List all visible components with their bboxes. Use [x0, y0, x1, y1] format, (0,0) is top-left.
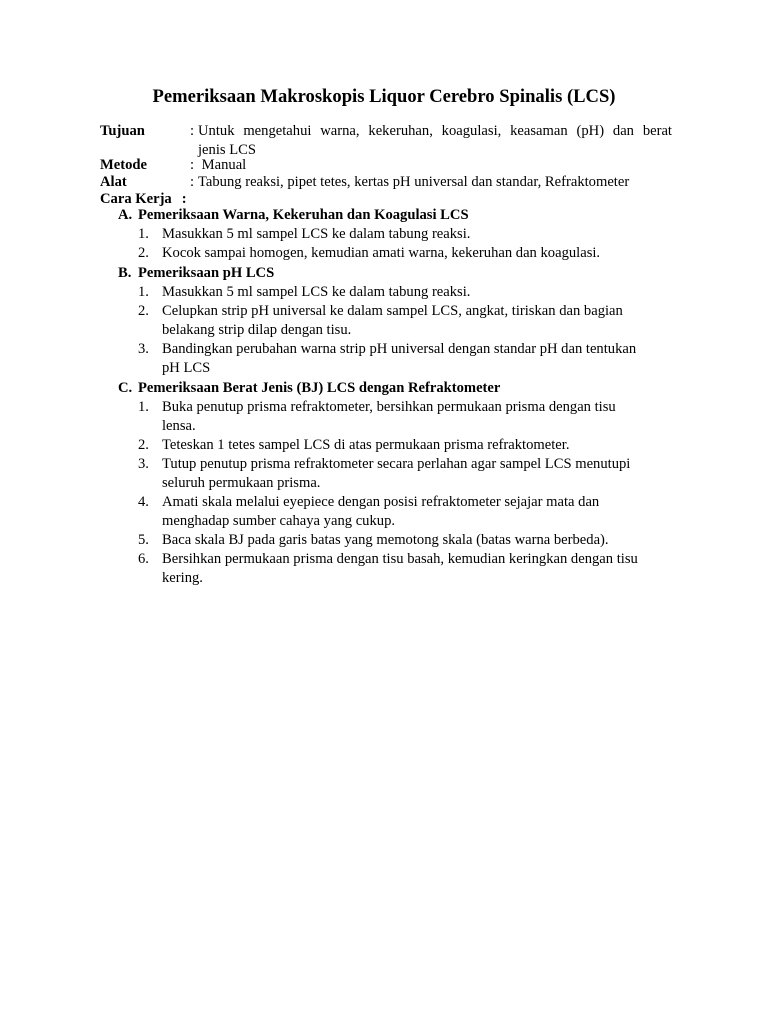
meta-metode: Metode : Manual	[100, 157, 247, 173]
section-heading: Pemeriksaan Berat Jenis (BJ) LCS dengan Refraktometer	[138, 380, 501, 396]
section-letter: B.	[118, 265, 132, 281]
tujuan-value-line1: Untuk mengetahui warna, kekeruhan, koagulasi, keasaman (pH) dan berat	[198, 123, 672, 139]
list-item: 1. Buka penutup prisma refraktometer, bersihkan permukaan prisma dengan tisu lensa.	[138, 399, 616, 434]
tujuan-label: Tujuan	[100, 123, 145, 139]
page-title: Pemeriksaan Makroskopis Liquor Cerebro Spinalis (LCS)	[152, 86, 616, 107]
section-b	[118, 264, 678, 378]
list-item: 2. Teteskan 1 tetes sampel LCS di atas permukaan prisma refraktometer.	[138, 437, 570, 453]
list-item: 2. Kocok sampai homogen, kemudian amati warna, kekeruhan dan koagulasi.	[138, 245, 601, 261]
alat-label: Alat	[100, 174, 127, 190]
list-item: 4. Amati skala melalui eyepiece dengan posisi refraktometer sejajar mata dan menghadap sumber cahaya yang cukup.	[138, 494, 600, 529]
meta-tujuan: Tujuan : Untuk mengetahui warna, kekeruhan, koagulasi, keasaman (pH) dan berat jenis LCS	[100, 123, 672, 158]
list-item: 2. Celupkan strip pH universal ke dalam sampel LCS, angkat, tiriskan dan bagian belakang strip dilap dengan tisu.	[138, 303, 623, 338]
cara-kerja-colon: :	[181, 191, 187, 207]
meta-alat: Alat : Tabung reaksi, pipet tetes, kertas pH universal dan standar, Refraktometer	[100, 174, 630, 190]
section-letter: A.	[118, 207, 133, 223]
cara-kerja-label: Cara Kerja	[100, 191, 172, 207]
section-letter: C.	[118, 380, 133, 396]
section-c	[118, 379, 678, 588]
section-heading: Pemeriksaan Warna, Kekeruhan dan Koagulasi LCS	[138, 207, 469, 223]
list-item: 1. Masukkan 5 ml sampel LCS ke dalam tabung reaksi.	[138, 226, 471, 242]
list-item: 3. Tutup penutup prisma refraktometer secara perlahan agar sampel LCS menutupi seluruh permukaan prisma.	[138, 456, 631, 491]
metode-label: Metode	[100, 157, 148, 173]
list-item: 1. Masukkan 5 ml sampel LCS ke dalam tabung reaksi.	[138, 284, 471, 300]
list-item: 6. Bersihkan permukaan prisma dengan tisu basah, kemudian keringkan dengan tisu kering.	[138, 551, 638, 586]
section-a	[118, 206, 678, 263]
section-heading: Pemeriksaan pH LCS	[138, 265, 275, 281]
metode-value: Manual	[201, 157, 247, 173]
list-item: 5. Baca skala BJ pada garis batas yang memotong skala (batas warna berbeda).	[138, 532, 609, 548]
tujuan-value-line2: jenis LCS	[198, 142, 256, 158]
alat-value: Tabung reaksi, pipet tetes, kertas pH universal dan standar, Refraktometer	[198, 174, 630, 190]
list-item: 3. Bandingkan perubahan warna strip pH universal dengan standar pH dan tentukan pH LCS	[138, 341, 637, 376]
